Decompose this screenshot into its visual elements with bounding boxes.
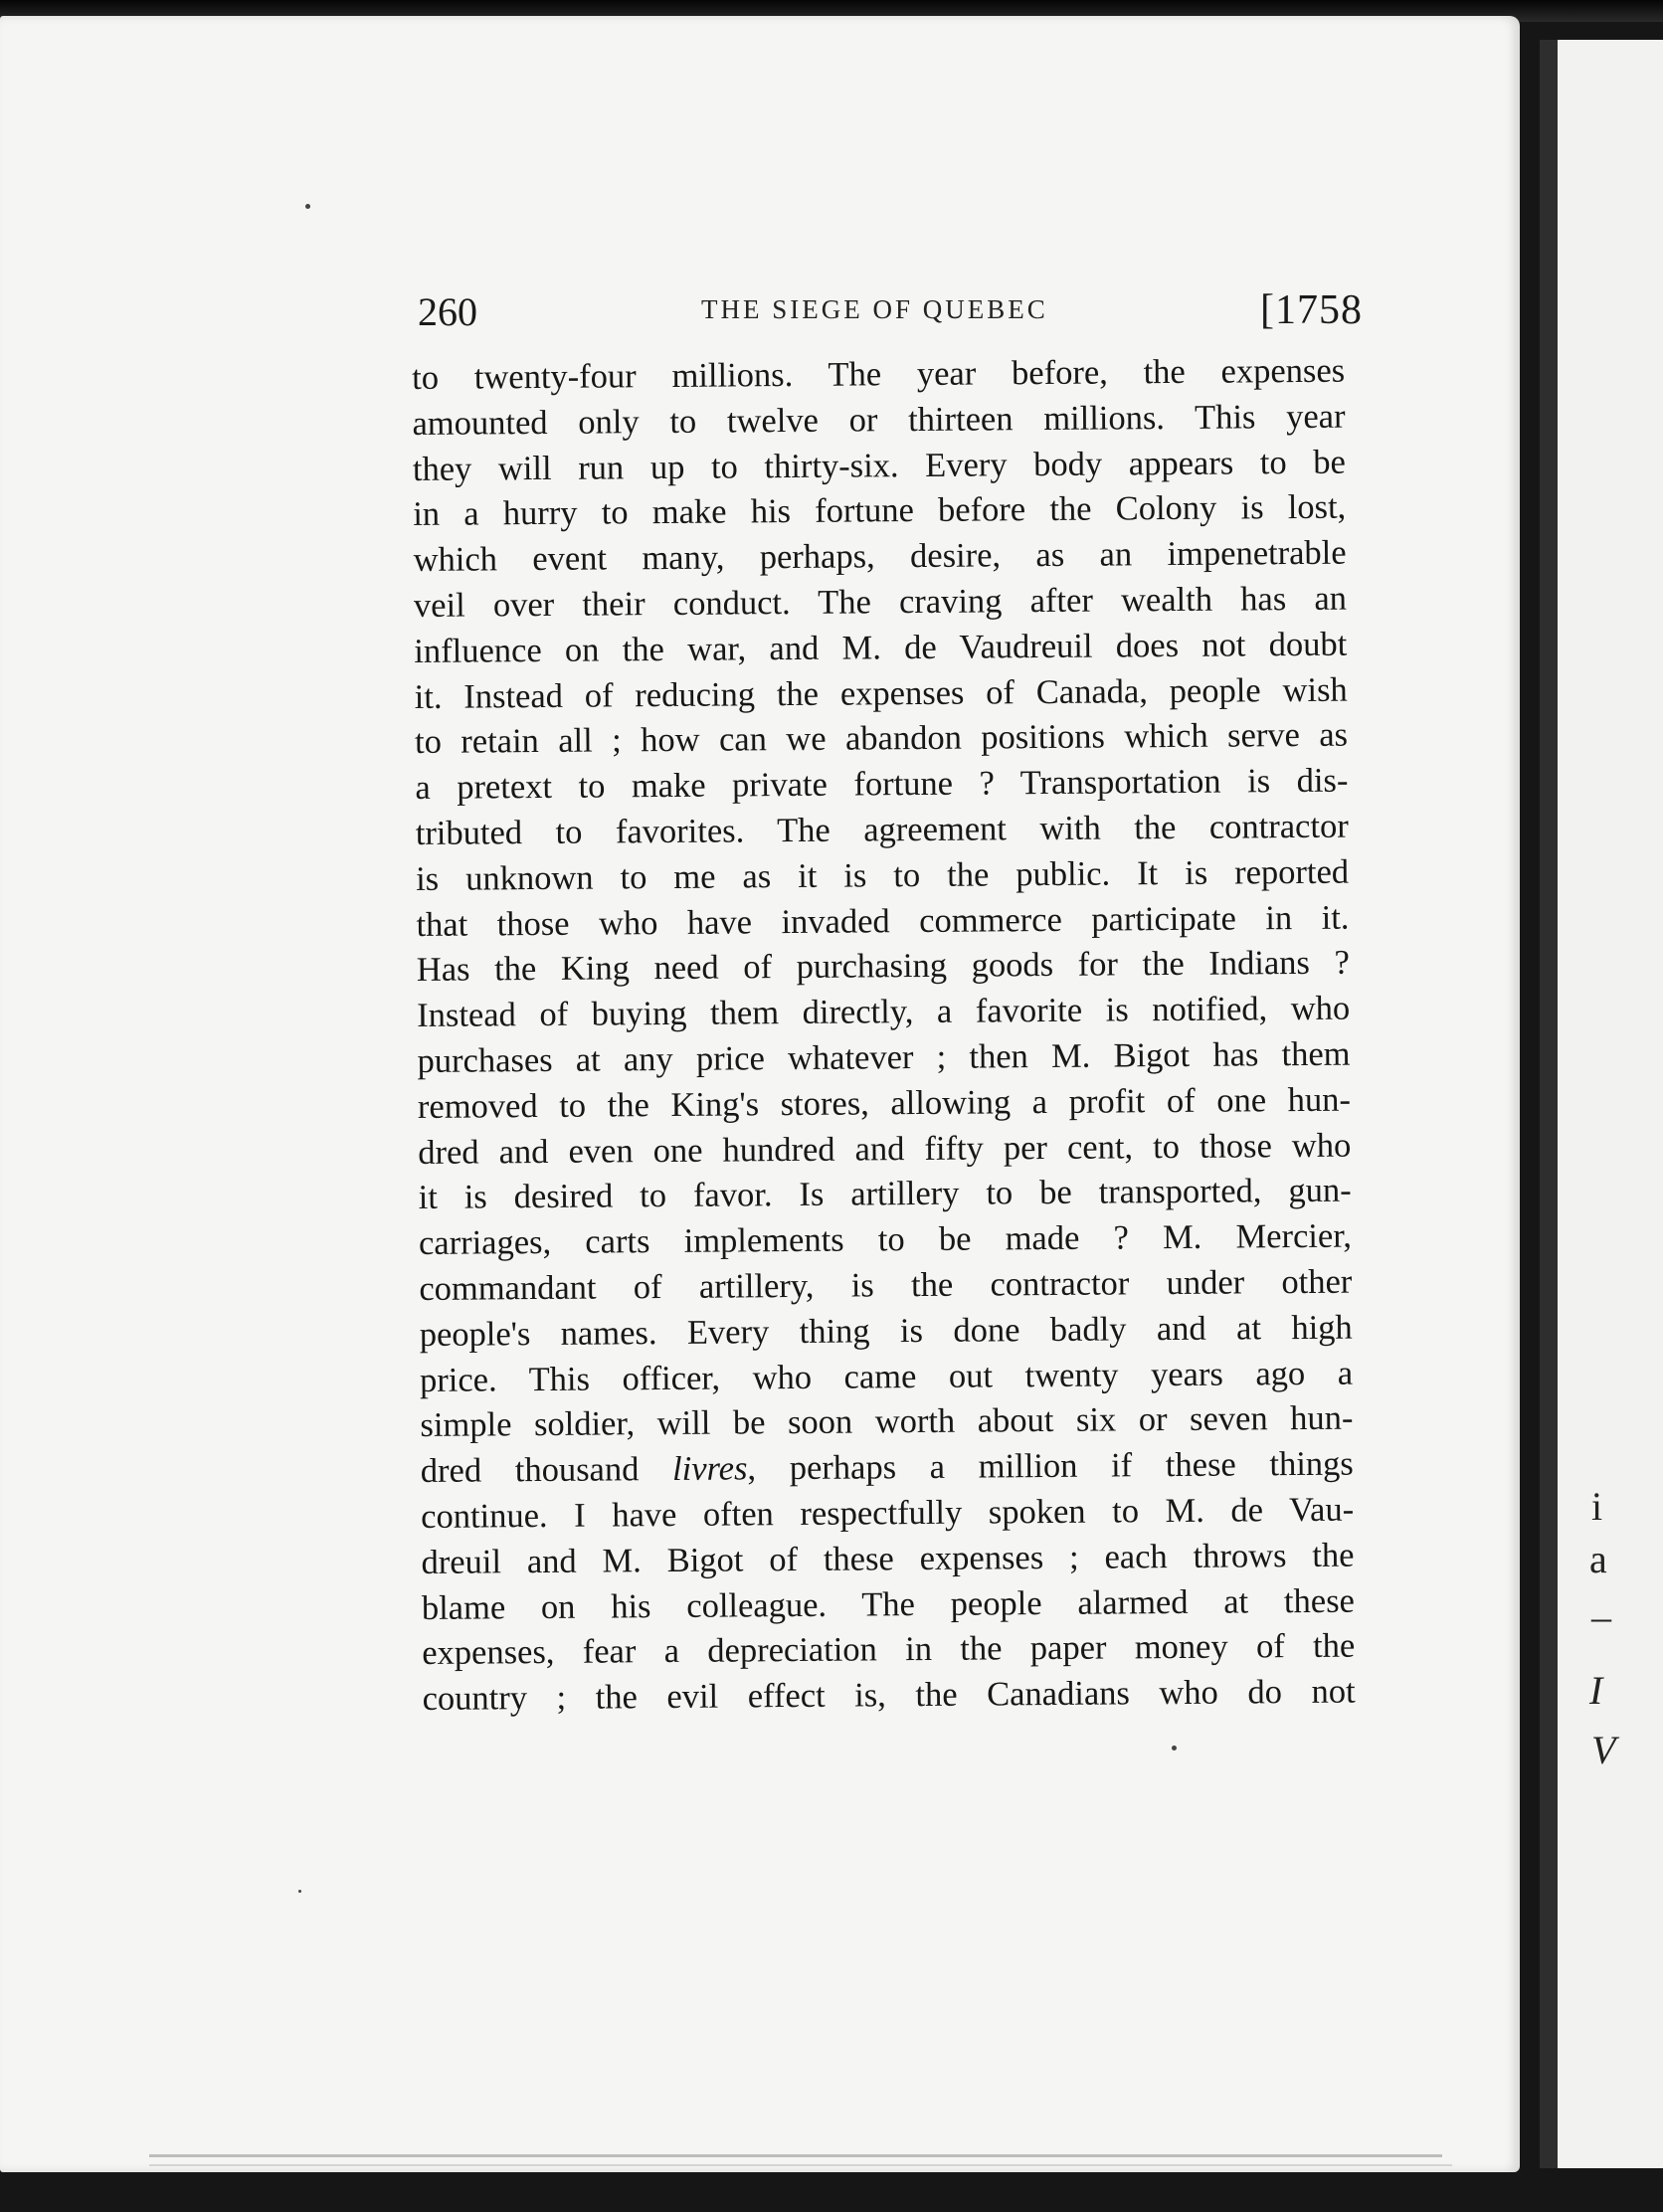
text-line: that those who have invaded commerce participate in it. xyxy=(416,898,1350,944)
text-line: continue. I have often respectfully spoken to M. de Vau- xyxy=(421,1490,1355,1536)
running-year: [1758 xyxy=(1260,287,1363,333)
text-line: carriages, carts implements to be made ? M. Mercier, xyxy=(418,1216,1353,1263)
text-line: veil over their conduct. The craving after wealth has an xyxy=(413,579,1348,625)
facing-page-glyph-3: – xyxy=(1591,1594,1611,1639)
facing-page-glyph-5: V xyxy=(1591,1728,1616,1772)
text-line: expenses, fear a depreciation in the paper money of the xyxy=(422,1626,1356,1673)
text-run: dred thousand xyxy=(420,1450,673,1491)
paper-speck xyxy=(298,1890,301,1893)
text-line: influence on the war, and M. de Vaudreuil does not doubt xyxy=(414,625,1348,670)
text-line: to twenty-four millions. The year before, the expenses xyxy=(412,351,1346,397)
text-line: Has the King need of purchasing goods for the Indians ? xyxy=(416,943,1350,990)
text-line: they will run up to thirty-six. Every body appears to be xyxy=(412,443,1347,488)
facing-page-glyph-4: I xyxy=(1589,1668,1603,1713)
text-line: it. Instead of reducing the expenses of Canada, people wish xyxy=(414,670,1348,716)
facing-page-edge xyxy=(1540,40,1663,2168)
text-line: it is desired to favor. Is artillery to be transported, gun- xyxy=(418,1171,1352,1217)
text-line: is unknown to me as it is to the public. It is reported xyxy=(415,852,1350,898)
text-line: dreuil and M. Bigot of these expenses ; each throws the xyxy=(421,1536,1355,1581)
text-line: commandant of artillery, is the contractor under other xyxy=(419,1262,1353,1308)
text-line: which event many, perhaps, desire, as an impenetrable xyxy=(413,533,1347,580)
facing-page-glyph-2: a xyxy=(1589,1537,1607,1581)
text-line: Instead of buying them directly, a favorite is notified, who xyxy=(417,989,1351,1035)
text-line: removed to the King's stores, allowing a profit of one hun- xyxy=(417,1080,1352,1126)
page-edge-shadow-secondary xyxy=(149,2164,1452,2166)
paper-speck xyxy=(1172,1746,1177,1751)
text-run: , perhaps a million if these things xyxy=(747,1444,1354,1488)
running-title: THE SIEGE OF QUEBEC xyxy=(701,294,1048,324)
text-line: simple soldier, will be soon worth about six or seven hun- xyxy=(420,1398,1354,1445)
text-line: country ; the evil effect is, the Canadians who do not xyxy=(422,1672,1356,1719)
text-line: blame on his colleague. The people alarmed at these xyxy=(421,1581,1356,1627)
running-head xyxy=(418,286,1363,342)
text-line: people's names. Every thing is done badly and at high xyxy=(419,1308,1353,1354)
text-line: a pretext to make private fortune ? Transportation is dis- xyxy=(415,761,1349,808)
page-edge-shadow xyxy=(149,2154,1442,2157)
text-line: tributed to favorites. The agreement with the contractor xyxy=(415,807,1349,852)
text-line xyxy=(421,1442,1354,1495)
text-line: dred and even one hundred and fifty per cent, to those who xyxy=(418,1126,1352,1172)
page-number: 260 xyxy=(418,289,477,334)
text-line: to retain all ; how can we abandon positions which serve as xyxy=(414,715,1349,762)
paper-speck xyxy=(305,204,310,209)
text-line: in a hurry to make his fortune before the Colony is lost, xyxy=(413,488,1347,534)
text-line: purchases at any price whatever ; then M. Bigot has them xyxy=(417,1034,1351,1080)
text-line: amounted only to twelve or thirteen millions. This year xyxy=(412,397,1346,443)
facing-page-glyph-1: i xyxy=(1591,1484,1603,1529)
text-line: price. This officer, who came out twenty years ago a xyxy=(419,1354,1354,1399)
body-text xyxy=(412,349,1356,1723)
italic-word: livres xyxy=(671,1449,748,1489)
